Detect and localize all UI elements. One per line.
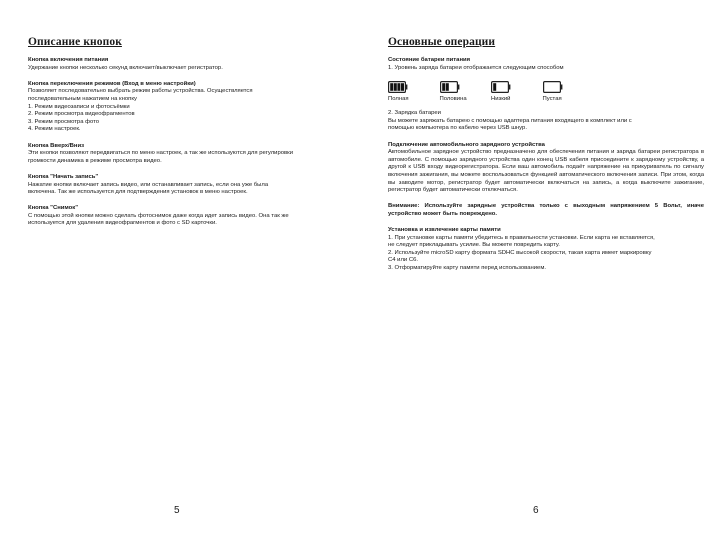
battery-section <box>388 57 704 133</box>
text-line: Вы можете заряжать батарею с помощью адаптера питания входящего в комплект или с <box>388 117 632 124</box>
list-item: 3. Режим просмотра фото <box>28 118 100 125</box>
snapshot-button-section <box>28 205 334 228</box>
page-title: Основные операции <box>388 36 496 48</box>
power-button-section <box>28 57 334 72</box>
section-heading: Кнопка переключения режимов (Вход в меню настройки) <box>28 80 196 87</box>
updown-button-section <box>28 143 334 166</box>
section-heading: Состояние батареи питания <box>388 57 471 63</box>
warning-section <box>388 203 704 218</box>
section-heading: Установка и извлечение карты памяти <box>388 227 501 234</box>
basic-operations <box>388 57 704 281</box>
battery-label: Низкий <box>491 96 511 103</box>
text-line: Эти кнопки позволяют передвигаться по меню настроек, а так же используются для регулировки <box>28 150 293 157</box>
text-line: 1. При установке карты памяти убедитесь в правильности установки. Если карта не вставляется, <box>388 234 655 241</box>
battery-label: Пустая <box>542 96 562 103</box>
battery-label: Половина <box>439 96 467 103</box>
text-line: 3. Отформатируйте карту памяти перед использованием. <box>388 265 547 272</box>
battery-bar <box>401 83 404 91</box>
battery-bar <box>390 83 393 91</box>
text-line: С помощью этой кнопки можно сделать фотоснимок даже когда идет запись видео. Она так же <box>28 212 289 219</box>
section-text: Удержание кнопки несколько секунд включает/выключает регистратор. <box>28 64 223 71</box>
text-line: Нажатие кнопки включает запись видео, или останавливает запись, если она уже была <box>28 181 269 188</box>
battery-bar <box>397 83 400 91</box>
battery-bar <box>394 83 397 91</box>
page-title: Описание кнопок <box>28 36 122 48</box>
battery-bar <box>445 83 448 91</box>
text-line: 2. Используйте microSD карту формата SDHC высокой скорости, такая карта имеет маркировку <box>388 249 652 256</box>
page-number: 6 <box>533 505 539 516</box>
section-heading: Кнопка Вверх/Вниз <box>28 142 85 149</box>
text-line: используется для удаления видеофрагментов и фото с SD карточки. <box>28 220 217 227</box>
battery-icon <box>491 81 511 93</box>
list-item: 4. Режим настроек. <box>28 126 81 133</box>
text-line: включена. Так же используется для подтверждения установок в меню настроек. <box>28 189 248 196</box>
page-number: 5 <box>174 505 180 516</box>
battery-bar <box>442 83 445 91</box>
battery-icon <box>440 81 460 93</box>
text-line: громкости динамика в режиме просмотра видео. <box>28 157 162 164</box>
subsection-heading: 2. Зарядка батареи <box>388 110 441 117</box>
battery-level <box>388 81 440 104</box>
record-button-section <box>28 174 334 197</box>
battery-levels <box>388 81 704 107</box>
button-descriptions <box>28 57 334 237</box>
battery-level <box>543 81 595 104</box>
memory-card-section <box>388 227 704 273</box>
section-heading: Кнопка "Начать запись" <box>28 173 99 180</box>
list-item: 1. Режим видеозаписи и фотосъёмки <box>28 103 130 110</box>
battery-icon <box>388 81 408 93</box>
battery-label: Полная <box>388 96 409 103</box>
battery-level <box>491 81 543 104</box>
section-heading: Кнопка "Снимок" <box>28 205 79 212</box>
car-charger-section <box>388 142 704 195</box>
battery-level <box>440 81 492 104</box>
list-item: 2. Режим просмотра видеофрагментов <box>28 111 135 118</box>
warning-text: Внимание: Используйте зарядные устройства только с выходным напряжением 5 Вольт, иначе устройство может быть повреждено. <box>388 203 704 217</box>
text-line: Позволяет последовательно выбрать режим работы устройства. Осуществляется <box>28 88 253 95</box>
section-text: Автомобильное зарядное устройство предназначено для обеспечения питания и заряда батареи регистратора в автомобиле. С помощью зарядного устройства один конец USB кабеля присоедините к зарядному устройству, а другой к USB входу видеорегистратора. Если ваш автомобиль подаёт напряжение на прикуриватель по сигналу включения зажигания, вы можете воспользоваться функцией автоматического включения записи. При этом, когда вы заводите мотор, регистратор будет автоматически включаться на запись, а когда выключите зажигание, регистратор будет автоматически отключаться. <box>388 149 704 194</box>
text-line: C4 или C6. <box>388 257 418 264</box>
battery-bar <box>493 83 496 91</box>
right-page <box>357 0 714 556</box>
section-heading: Кнопка включения питания <box>28 57 109 63</box>
mode-button-section <box>28 81 334 134</box>
section-heading: Подключение автомобильного зарядного устройства <box>388 141 545 148</box>
battery-icon <box>543 81 563 93</box>
text-line: 1. Уровень заряда батареи отображается следующим способом <box>388 64 564 71</box>
text-line: помощью компьютера по кабелю через USB шнур. <box>388 125 527 132</box>
text-line: не следует прикладывать усилие. Вы можете повредить карту. <box>388 242 560 249</box>
text-line: последовательным нажатием на кнопку <box>28 95 137 102</box>
